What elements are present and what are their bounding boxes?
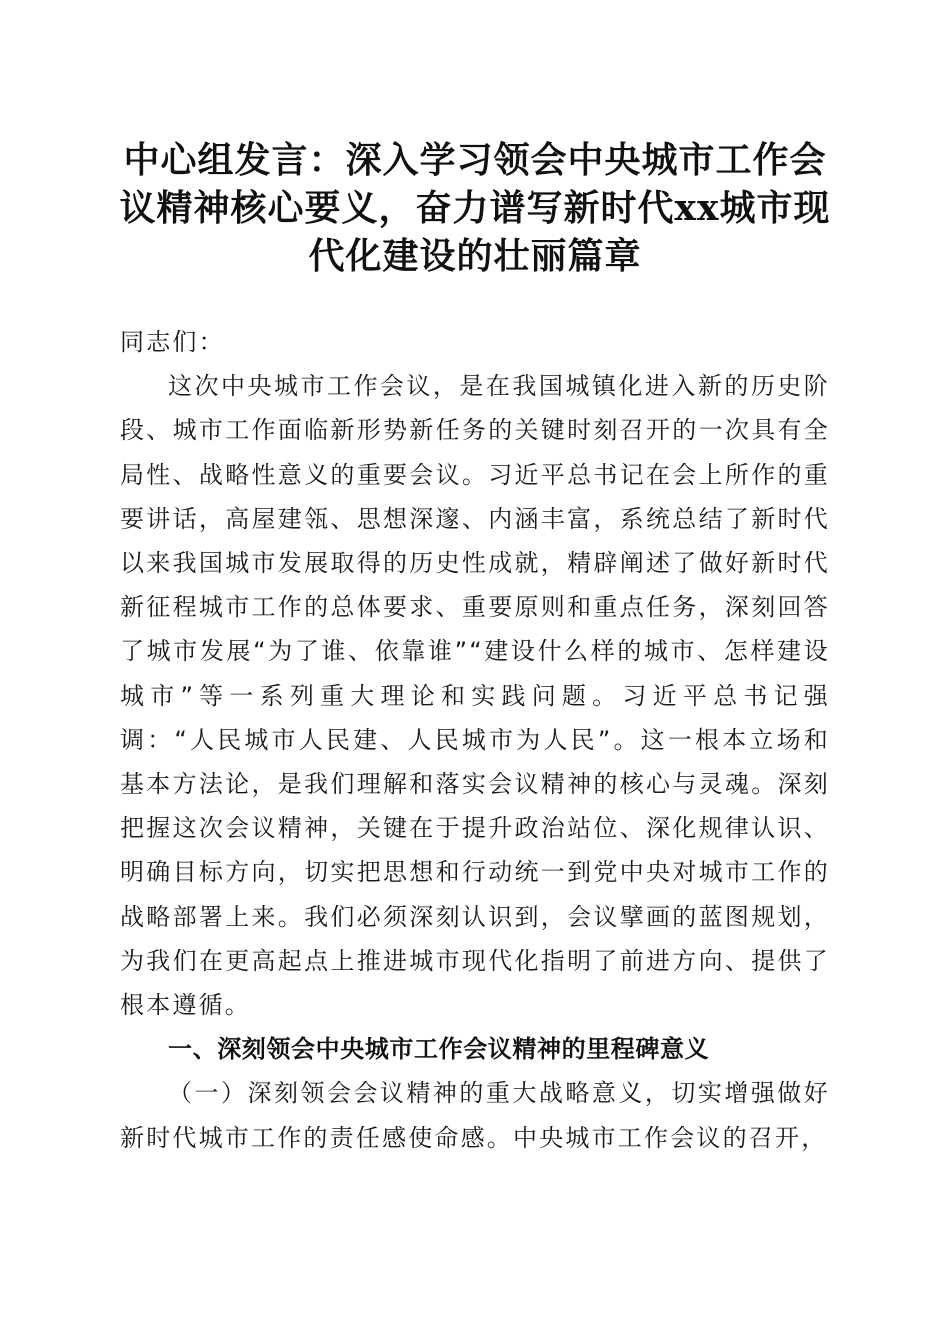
body-paragraph: 这次中央城市工作会议，是在我国城镇化进入新的历史阶段、城市工作面临新形势新任务的关键时刻召开的一次具有全局性、战略性意义的重要会议。习近平总书记在会上所作的重要讲话，高屋建瓴、思想深邃、内涵丰富，系统总结了新时代以来我国城市发展取得的历史性成就，精辟阐述了做好新时代新征程城市工作的总体要求、重要原则和重点任务，深刻回答了城市发展“为了谁、依靠谁”“建设什么样的城市、怎样建设城市”等一系列重大理论和实践问题。习近平总书记强调：“人民城市人民建、人民城市为人民”。这一根本立场和基本方法论，是我们理解和落实会议精神的核心与灵魂。深刻把握这次会议精神，关键在于提升政治站位、深化规律认识、明确目标方向，切实把思想和行动统一到党中央对城市工作的战略部署上来。我们必须深刻认识到，会议擘画的蓝图规划，为我们在更高起点上推进城市现代化指明了前进方向、提供了根本遵循。 xyxy=(120,372,830,1020)
section-heading: 一、深刻领会中央城市工作会议精神的里程碑意义 xyxy=(168,1035,710,1064)
document-body xyxy=(120,320,830,1160)
salutation: 同志们： xyxy=(120,328,225,356)
document-title: 中心组发言：深入学习领会中央城市工作会议精神核心要义，奋力谱写新时代xx城市现代化建设的壮丽篇章 xyxy=(119,139,831,277)
subsection-paragraph: （一）深刻领会会议精神的重大战略意义，切实增强做好新时代城市工作的责任感使命感。中央城市工作会议的召开， xyxy=(120,1079,830,1152)
